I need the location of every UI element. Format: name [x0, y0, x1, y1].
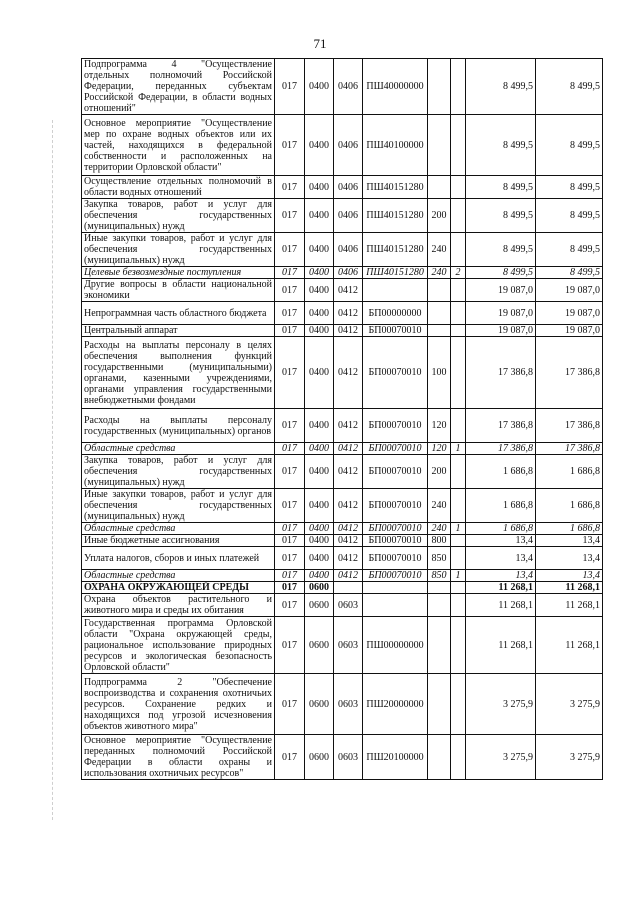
row-amount-year2: 19 087,0 [536, 325, 603, 337]
row-section-code: 0400 [305, 233, 334, 267]
row-section-code: 0400 [305, 267, 334, 279]
row-section-code: 0400 [305, 176, 334, 199]
row-ved-code: 017 [275, 523, 305, 535]
row-expense-type: 120 [428, 409, 451, 443]
row-subsection-code: 0412 [334, 409, 363, 443]
row-ved-code: 017 [275, 59, 305, 115]
row-target-article: ПШ40000000 [363, 59, 428, 115]
page-number: 71 [313, 36, 327, 51]
row-funding-source [451, 582, 466, 594]
row-amount-year2: 8 499,5 [536, 59, 603, 115]
row-ved-code: 017 [275, 409, 305, 443]
row-target-article: БП00070010 [363, 443, 428, 455]
row-ved-code: 017 [275, 325, 305, 337]
row-target-article: ПШ40151280 [363, 199, 428, 233]
row-funding-source [451, 735, 466, 780]
row-subsection-code: 0603 [334, 674, 363, 735]
table-row [82, 735, 603, 780]
row-name: Закупка товаров, работ и услуг для обеспечения государственных (муниципальных) нужд [82, 455, 275, 489]
row-name: Другие вопросы в области национальной экономики [82, 279, 275, 302]
row-expense-type [428, 582, 451, 594]
row-amount-year2: 8 499,5 [536, 115, 603, 176]
row-ved-code: 017 [275, 337, 305, 409]
row-expense-type [428, 59, 451, 115]
row-subsection-code: 0412 [334, 489, 363, 523]
table-row [82, 115, 603, 176]
row-funding-source [451, 176, 466, 199]
row-amount-year1: 11 268,1 [466, 594, 536, 617]
row-expense-type: 100 [428, 337, 451, 409]
row-target-article: БП00070010 [363, 325, 428, 337]
budget-table [81, 58, 603, 780]
row-ved-code: 017 [275, 594, 305, 617]
row-section-code: 0400 [305, 455, 334, 489]
row-funding-source: 1 [451, 570, 466, 582]
row-expense-type [428, 302, 451, 325]
row-amount-year2: 1 686,8 [536, 523, 603, 535]
row-amount-year2: 17 386,8 [536, 443, 603, 455]
row-amount-year1: 8 499,5 [466, 176, 536, 199]
row-subsection-code: 0406 [334, 176, 363, 199]
row-subsection-code: 0603 [334, 735, 363, 780]
row-amount-year1: 1 686,8 [466, 455, 536, 489]
row-ved-code: 017 [275, 674, 305, 735]
row-amount-year2: 19 087,0 [536, 302, 603, 325]
row-amount-year2: 3 275,9 [536, 735, 603, 780]
row-amount-year1: 19 087,0 [466, 302, 536, 325]
row-name: Подпрограмма 2 "Обеспечение воспроизводства и сохранения охотничьих ресурсов. Сохранение редких и находящихся под угрозой исчезновения объектов животного мира" [82, 674, 275, 735]
row-expense-type [428, 279, 451, 302]
row-expense-type: 850 [428, 547, 451, 570]
row-expense-type [428, 115, 451, 176]
row-subsection-code: 0603 [334, 594, 363, 617]
table-row [82, 594, 603, 617]
row-amount-year2: 11 268,1 [536, 617, 603, 674]
row-amount-year2: 17 386,8 [536, 337, 603, 409]
row-expense-type: 240 [428, 489, 451, 523]
row-target-article: ПШ20100000 [363, 735, 428, 780]
row-ved-code: 017 [275, 735, 305, 780]
table-row [82, 176, 603, 199]
row-ved-code: 017 [275, 176, 305, 199]
row-funding-source [451, 59, 466, 115]
row-section-code: 0600 [305, 674, 334, 735]
row-amount-year2: 8 499,5 [536, 267, 603, 279]
row-funding-source [451, 233, 466, 267]
row-name: Основное мероприятие "Осуществление переданных полномочий Российской Федерации в области охраны и использования охотничьих ресурсов" [82, 735, 275, 780]
row-funding-source [451, 489, 466, 523]
row-amount-year1: 13,4 [466, 547, 536, 570]
table-row [82, 535, 603, 547]
row-section-code: 0400 [305, 59, 334, 115]
row-section-code: 0400 [305, 489, 334, 523]
row-section-code: 0600 [305, 582, 334, 594]
table-row [82, 325, 603, 337]
row-subsection-code [334, 582, 363, 594]
scan-artifact-line [52, 120, 54, 820]
row-ved-code: 017 [275, 199, 305, 233]
row-section-code: 0400 [305, 409, 334, 443]
row-amount-year1: 3 275,9 [466, 735, 536, 780]
row-target-article: БП00070010 [363, 547, 428, 570]
row-name: Целевые безвозмездные поступления [82, 267, 275, 279]
row-amount-year2: 1 686,8 [536, 455, 603, 489]
row-amount-year2: 8 499,5 [536, 233, 603, 267]
row-subsection-code: 0412 [334, 325, 363, 337]
row-amount-year1: 8 499,5 [466, 115, 536, 176]
row-funding-source [451, 535, 466, 547]
row-expense-type [428, 176, 451, 199]
row-funding-source [451, 409, 466, 443]
table-row [82, 409, 603, 443]
table-row [82, 582, 603, 594]
row-ved-code: 017 [275, 443, 305, 455]
row-amount-year2: 8 499,5 [536, 176, 603, 199]
row-subsection-code: 0406 [334, 267, 363, 279]
row-expense-type: 850 [428, 570, 451, 582]
table-row [82, 523, 603, 535]
row-ved-code: 017 [275, 547, 305, 570]
row-ved-code: 017 [275, 570, 305, 582]
row-subsection-code: 0412 [334, 337, 363, 409]
row-expense-type: 120 [428, 443, 451, 455]
row-subsection-code: 0412 [334, 535, 363, 547]
row-name: Основное мероприятие "Осуществление мер по охране водных объектов или их частей, находящихся в федеральной собственности и расположенных на территории Орловской области" [82, 115, 275, 176]
row-target-article [363, 594, 428, 617]
row-amount-year1: 11 268,1 [466, 582, 536, 594]
row-expense-type [428, 617, 451, 674]
row-subsection-code: 0406 [334, 199, 363, 233]
row-section-code: 0400 [305, 443, 334, 455]
row-target-article: ПШ40151280 [363, 267, 428, 279]
row-amount-year2: 1 686,8 [536, 489, 603, 523]
row-amount-year1: 17 386,8 [466, 337, 536, 409]
row-amount-year2: 13,4 [536, 547, 603, 570]
row-section-code: 0400 [305, 279, 334, 302]
row-target-article [363, 582, 428, 594]
row-name: Областные средства [82, 570, 275, 582]
row-amount-year2: 3 275,9 [536, 674, 603, 735]
row-subsection-code: 0406 [334, 233, 363, 267]
row-amount-year1: 8 499,5 [466, 59, 536, 115]
row-amount-year1: 13,4 [466, 535, 536, 547]
table-row [82, 199, 603, 233]
row-funding-source [451, 455, 466, 489]
row-amount-year1: 13,4 [466, 570, 536, 582]
row-name: Подпрограмма 4 "Осуществление отдельных полномочий Российской Федерации, переданных субъектам Российской Федерации, в области водных отношений" [82, 59, 275, 115]
row-funding-source [451, 302, 466, 325]
row-subsection-code: 0412 [334, 443, 363, 455]
row-ved-code: 017 [275, 302, 305, 325]
row-ved-code: 017 [275, 279, 305, 302]
table-row [82, 59, 603, 115]
row-section-code: 0400 [305, 302, 334, 325]
row-section-code: 0400 [305, 337, 334, 409]
table-row [82, 337, 603, 409]
row-subsection-code: 0412 [334, 570, 363, 582]
row-target-article: БП00070010 [363, 409, 428, 443]
row-name: Иные закупки товаров, работ и услуг для обеспечения государственных (муниципальных) нужд [82, 233, 275, 267]
table-row [82, 489, 603, 523]
row-section-code: 0600 [305, 594, 334, 617]
row-target-article [363, 279, 428, 302]
row-section-code: 0400 [305, 199, 334, 233]
row-subsection-code: 0412 [334, 279, 363, 302]
row-section-code: 0600 [305, 735, 334, 780]
row-expense-type: 240 [428, 523, 451, 535]
row-funding-source [451, 617, 466, 674]
row-expense-type: 240 [428, 233, 451, 267]
row-name: Закупка товаров, работ и услуг для обеспечения государственных (муниципальных) нужд [82, 199, 275, 233]
row-amount-year1: 1 686,8 [466, 523, 536, 535]
row-section-code: 0400 [305, 115, 334, 176]
row-section-code: 0400 [305, 325, 334, 337]
row-amount-year2: 8 499,5 [536, 199, 603, 233]
table-row [82, 547, 603, 570]
row-amount-year1: 8 499,5 [466, 233, 536, 267]
row-funding-source [451, 547, 466, 570]
row-section-code: 0400 [305, 535, 334, 547]
row-expense-type: 200 [428, 199, 451, 233]
row-expense-type [428, 594, 451, 617]
row-name: Непрограммная часть областного бюджета [82, 302, 275, 325]
row-ved-code: 017 [275, 233, 305, 267]
table-row [82, 443, 603, 455]
row-ved-code: 017 [275, 489, 305, 523]
row-ved-code: 017 [275, 115, 305, 176]
row-target-article: ПШ40151280 [363, 233, 428, 267]
row-expense-type [428, 674, 451, 735]
row-subsection-code: 0406 [334, 59, 363, 115]
row-name: Расходы на выплаты персоналу государственных (муниципальных) органов [82, 409, 275, 443]
row-section-code: 0400 [305, 570, 334, 582]
row-amount-year2: 11 268,1 [536, 594, 603, 617]
row-target-article: БП00070010 [363, 570, 428, 582]
row-amount-year2: 13,4 [536, 570, 603, 582]
row-amount-year1: 8 499,5 [466, 267, 536, 279]
row-target-article: БП00070010 [363, 523, 428, 535]
row-subsection-code: 0406 [334, 115, 363, 176]
row-name: Областные средства [82, 443, 275, 455]
row-subsection-code: 0412 [334, 455, 363, 489]
row-target-article: ПШ20000000 [363, 674, 428, 735]
row-subsection-code: 0603 [334, 617, 363, 674]
row-expense-type: 800 [428, 535, 451, 547]
row-section-code: 0400 [305, 547, 334, 570]
row-expense-type [428, 735, 451, 780]
row-name: Охрана объектов растительного и животного мира и среды их обитания [82, 594, 275, 617]
row-funding-source: 1 [451, 443, 466, 455]
row-name: Уплата налогов, сборов и иных платежей [82, 547, 275, 570]
row-section-code: 0600 [305, 617, 334, 674]
row-funding-source [451, 325, 466, 337]
row-target-article: БП00000000 [363, 302, 428, 325]
table-row [82, 233, 603, 267]
row-amount-year1: 19 087,0 [466, 325, 536, 337]
row-amount-year2: 11 268,1 [536, 582, 603, 594]
row-ved-code: 017 [275, 535, 305, 547]
row-target-article: ПШ40100000 [363, 115, 428, 176]
row-subsection-code: 0412 [334, 523, 363, 535]
row-ved-code: 017 [275, 617, 305, 674]
row-name: ОХРАНА ОКРУЖАЮЩЕЙ СРЕДЫ [82, 582, 275, 594]
row-subsection-code: 0412 [334, 547, 363, 570]
row-amount-year1: 11 268,1 [466, 617, 536, 674]
row-name: Иные закупки товаров, работ и услуг для обеспечения государственных (муниципальных) нужд [82, 489, 275, 523]
row-name: Государственная программа Орловской области "Охрана окружающей среды, рациональное использование природных ресурсов и экологическая безопасность Орловской области" [82, 617, 275, 674]
row-target-article: ПШ00000000 [363, 617, 428, 674]
row-amount-year1: 17 386,8 [466, 409, 536, 443]
row-subsection-code: 0412 [334, 302, 363, 325]
row-ved-code: 017 [275, 582, 305, 594]
row-funding-source: 2 [451, 267, 466, 279]
row-name: Расходы на выплаты персоналу в целях обеспечения выполнения функций государственными (муниципальными) органами, казенными учреждениями, органами управления государственными внебюджетными фондами [82, 337, 275, 409]
row-target-article: БП00070010 [363, 455, 428, 489]
row-funding-source [451, 199, 466, 233]
row-funding-source: 1 [451, 523, 466, 535]
row-ved-code: 017 [275, 455, 305, 489]
row-expense-type [428, 325, 451, 337]
row-amount-year2: 17 386,8 [536, 409, 603, 443]
table-row [82, 674, 603, 735]
table-row [82, 267, 603, 279]
row-amount-year1: 3 275,9 [466, 674, 536, 735]
table-row [82, 617, 603, 674]
table-row [82, 570, 603, 582]
row-target-article: БП00070010 [363, 535, 428, 547]
row-funding-source [451, 279, 466, 302]
row-funding-source [451, 674, 466, 735]
table-row [82, 279, 603, 302]
row-expense-type: 240 [428, 267, 451, 279]
row-name: Центральный аппарат [82, 325, 275, 337]
row-section-code: 0400 [305, 523, 334, 535]
row-amount-year2: 13,4 [536, 535, 603, 547]
row-target-article: БП00070010 [363, 489, 428, 523]
row-target-article: БП00070010 [363, 337, 428, 409]
row-amount-year1: 1 686,8 [466, 489, 536, 523]
row-name: Иные бюджетные ассигнования [82, 535, 275, 547]
row-funding-source [451, 594, 466, 617]
row-name: Осуществление отдельных полномочий в области водных отношений [82, 176, 275, 199]
row-ved-code: 017 [275, 267, 305, 279]
table-row [82, 302, 603, 325]
row-amount-year2: 19 087,0 [536, 279, 603, 302]
row-funding-source [451, 115, 466, 176]
table-row [82, 455, 603, 489]
row-amount-year1: 8 499,5 [466, 199, 536, 233]
row-name: Областные средства [82, 523, 275, 535]
row-amount-year1: 19 087,0 [466, 279, 536, 302]
row-target-article: ПШ40151280 [363, 176, 428, 199]
row-expense-type: 200 [428, 455, 451, 489]
row-funding-source [451, 337, 466, 409]
row-amount-year1: 17 386,8 [466, 443, 536, 455]
